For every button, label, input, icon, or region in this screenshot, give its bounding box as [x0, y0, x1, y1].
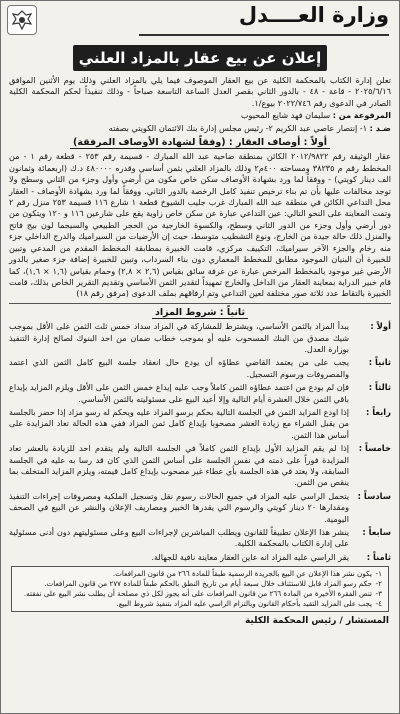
ministry-name: وزارة العــــدل: [238, 3, 389, 27]
auction-condition: [9, 357, 391, 380]
condition-label: ثالثاً :: [368, 382, 391, 393]
note-bullet: ٤-: [375, 599, 382, 609]
auction-condition: [9, 552, 391, 563]
auction-condition: [9, 382, 391, 405]
kuwait-emblem-icon: [7, 5, 37, 35]
legal-note: [18, 569, 382, 579]
note-bullet: ٢-: [375, 579, 382, 589]
condition-text: يبدأ المزاد بالثمن الأساسي، ويشترط للمشاركة في المزاد سداد خمس ثلث الثمن على الأقل بموجب شيك مصدق من البنك المسحوب عليه أو بموجب خطاب ضمان من احد البنوك لصالح إدارة التنفيذ بوزارة العدل.: [9, 321, 349, 354]
note-text: يكون نشر هذا الإعلان عن البيع بالجريدة الرسمية طبقاً للمادة ٢٦٦ من قانون المرافعات.: [112, 569, 372, 579]
defendants-label: ضـد :: [369, 122, 391, 133]
condition-label: أولاً :: [370, 321, 391, 332]
section-2-heading-text: ثانياً : شروط المزاد: [152, 307, 248, 319]
condition-label: رابعاً :: [366, 406, 391, 417]
condition-text: يتحمل الراسي عليه المزاد في جميع الحالات رسوم نقل وتسجيل الملكية ومصروفات إجراءات التنفيذ ومقدارها ٢٠ دينار كويتي والرسوم التي يقدرها الخبير ومصاريف الإعلان والنشر عن البيع في الصحف اليومية.: [9, 490, 349, 524]
plaintiffs-line: [9, 110, 391, 121]
auction-condition: [9, 407, 391, 441]
plaintiffs-label: المرفوعة من :: [332, 110, 391, 121]
auction-condition: [9, 321, 391, 355]
section-divider: [9, 303, 391, 304]
auction-condition: [9, 443, 391, 489]
property-description: عقار الوثيقة رقم ٢٠١٢/٩٨٢٢ الكائن بمنطقة ضاحية عبد الله المبارك - قسيمة رقم ٢٥٣ - قطعة رقم ١ - من المخطط رقم م ٣٨٢٣٥ ومساحته ٤٠٠م٢ وذلك بالمزاد العلني بثمن أساسي وقدره ٤٨٠٠٠٠ د.ك (اربعمائة وثمانون الف دينار كويتي) - ووفقاً لما ورد بشهادة الأوصاف سكن خاص مكون من أرضي وأول وجزء من الثاني وسطح ولا توجد مخالفات عليها بأن تم بناء ترخيص تنفيذ كامل الرخصة بالدور الثاني. ووفقاً لما ورد بشهادة الأوصاف - العقار محل التداعي الكائن في منطقة عبد الله المبارك غرب جليب الشيوخ قطعة ١ شارع ١١٦ قسيمة ٢٥٣ منزل رقم ٢ وتمت المعاينة على النحو التالي: عين التداعي عبارة عن سكن خاص زاوية يقع على شارعين ١١٦ و ١٢٠ ويتكون من دور أرضي وأول وجزء من الدور الثاني وسطح، والكسوة الخارجية من الحجر الطبيعي والسيجما لون بيج فاتح والمنزل ذلك حالة جيدة من الخارج، ونوع التشطيب متوسط، حيث إن الأرضيات من السيراميك والدرج الداخلي جزء منه رخام والجزء الآخر سيراميك، التكييف مركزي، قامت الخبيرة بمطابقة المخطط المقدم من المدعي وتبين للخبيرة أن البنيان الموجود مطابق للمخطط المعماري دون بناء السرداب، وتبين للخبيرة إضافة جزء صغير بالدور الأرضي غير موجود بالمخطط المرخص عبارة عن غرفة سائق بقياس (٢,٦ × ٢,٨) وحمام بقياس (١,٦ × ١,٦)، كما قام خبير الدراية بمعاينة العقار من الداخل والخارج تمهيداً لتقدير الثمن الأساسي وتقديم التقرير الخاص بذلك، قامت الخبيرة بالتقاط عدد ثلاثة صور مختلفة لعين التداعي وتم ارفاقهم بملف الدعوى (مرفق رقم ١٨): [9, 151, 391, 299]
signature-line: المستشار / رئيس المحكمة الكلية: [244, 616, 389, 627]
condition-text: إذا لم يقم المزايد الأول بإيداع الثمن كاملاً في الجلسة التالية ولم يتقدم احد للزيادة بالعشر تعاد المزايدة فوراً على ذمته في نفس الجلسة على أساس الثمن الذي كان قد رسا به عليه في الجلسة السابقة، ولا يعتد في هذه الجلسة بأي عطاء غير مصحوب بإيداع كامل قيمته، ويلزم المزايد المتخلف بما ينقص من الثمن.: [8, 443, 349, 488]
defendants-line: [9, 123, 391, 134]
condition-label: خامساً :: [358, 443, 391, 454]
legal-note: [18, 579, 382, 589]
auction-condition: [9, 491, 391, 525]
condition-text: إذا اودع المزايد الثمن في الجلسة التالية بحكم برسو المزاد عليه ويحكم له رسو مزاد إذا حضر بالجلسة من يقبل الشراء مع زيادة العشر مصحوبا بإيداع كامل ثمن المزاد ففي هذه الحالة تعاد المزايدة على أساس هذا الثمن.: [9, 406, 349, 440]
ministry-underline: [139, 34, 389, 36]
condition-text: فإن لم يودع من اعتمد عطاؤه الثمن كاملاً وجب عليه إيداع خمس الثمن على الأقل ويلزم المزايد بإيداع باقي الثمن خلال العشرة أيام التالية وإلا أعيد البيع على مسئوليته بالثمن الأساسي.: [9, 382, 349, 404]
condition-text: يقر الراسي عليه المزاد انه عاين العقار معاينة نافية للجهالة.: [151, 551, 349, 562]
note-bullet: ٣-: [375, 589, 382, 599]
condition-label: ثانياً :: [368, 357, 391, 368]
defendants-value: ١- إنتصار عاصي عبد الكريم ٢- رئيس مجلس إدارة بنك الائتمان الكويتي بصفته: [108, 122, 368, 133]
condition-text: ينشر هذا الإعلان تطبيقاً للقانون ويطلب المباشرين لإجراءات البيع وعلى مسئوليتهم دون أدنى مسئولية على إدارة الكتاب بالمحكمة الكلية.: [9, 527, 349, 549]
condition-label: سابعاً :: [362, 527, 391, 538]
announcement-body: [1, 75, 399, 563]
note-text: حكم رسو المزاد قابل للاستئناف خلال سبعة أيام من تاريخ النطق بالحكم طبقاً للمادة ٢٧٧ من قانون المرافعات.: [44, 579, 372, 589]
note-bullet: ١-: [375, 569, 382, 579]
note-text: تنص الفقرة الأخيرة من المادة ٢٦٦ من قانون المرافعات على أنه يجوز لكل ذي مصلحة أن يطلب نشر البيع على نفقته.: [23, 589, 372, 599]
condition-label: ثامناً :: [366, 551, 391, 562]
announcement-title: إعلان عن بيع عقار بالمزاد العلني: [73, 45, 327, 71]
legal-notes-box: [11, 566, 389, 612]
section-1-heading-text: أولاً : أوصاف العقار : (وفقاً لشهادة الأوصاف المرفقة): [70, 137, 330, 149]
section-2-heading: [9, 307, 391, 318]
condition-text: يجب على من يعتمد القاضي عطاؤه أن يودع حال انعقاد جلسة البيع كامل الثمن الذي اعتمد والمصروفات ورسوم التسجيل.: [9, 357, 349, 379]
condition-label: سادساً :: [357, 490, 391, 501]
section-1-heading: [9, 137, 391, 148]
intro-text: تعلن إدارة الكتاب بالمحكمة الكلية عن بيع العقار الموصوف فيما يلي بالمزاد العلني وذلك يوم الأثنين الموافق ٢٠٢٥/٦/١٦ - قاعة - ٤٨ - بالدور الثاني بقصر العدل الساعة التاسعة صباحاً - وذلك تنفيذاً لحكم المحكمة الكلية الصادر في الدعوى رقم ٢٠٢٢/٧٤٦ بيوع/١.: [9, 75, 391, 108]
note-text: يجب على المزايد التقيد بأحكام القانون وبالتزام الراسي عليه المزاد بتنفيذ شروط البيع.: [116, 599, 372, 609]
page-header: [1, 1, 399, 45]
auction-condition: [9, 527, 391, 550]
legal-note: [18, 599, 382, 609]
legal-note: [18, 589, 382, 599]
plaintiffs-value: سليمان فهد شايع المحيوب: [240, 110, 331, 121]
